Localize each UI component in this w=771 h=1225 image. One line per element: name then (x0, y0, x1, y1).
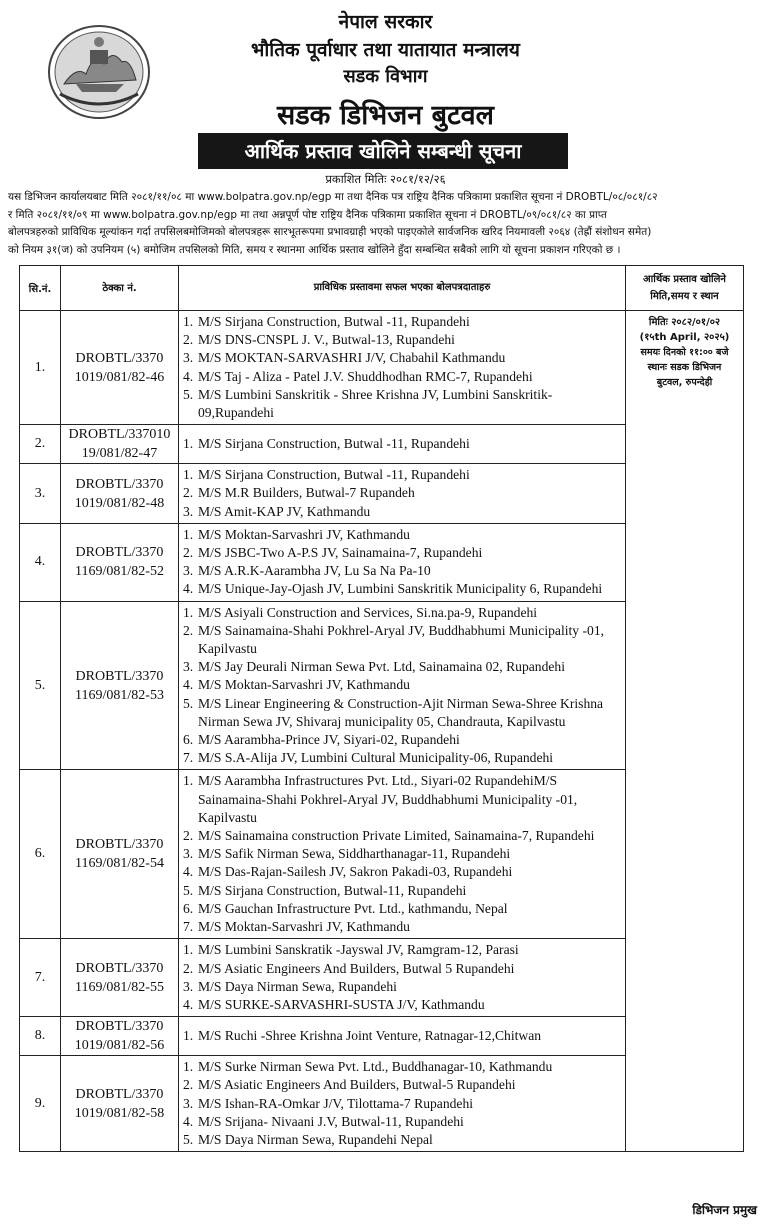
header-opening (626, 266, 744, 311)
bidder-name: M/S Sainamaina construction Private Limited, Sainamaina-7, Rupandehi (198, 828, 595, 844)
bidder-name: M/S Unique-Jay-Ojash JV, Lumbini Sanskritik Municipality 6, Rupandehi (198, 581, 603, 597)
row-bidders (179, 464, 626, 524)
bidder-number: 7. (183, 750, 194, 766)
bidder-item (183, 1095, 621, 1113)
bidder-number: 4. (183, 581, 194, 597)
contract-no-line: 1169/081/82-54 (75, 856, 164, 872)
bidder-item (183, 731, 621, 749)
bidder-name: M/S MOKTAN-SARVASHRI J/V, Chabahil Kathmandu (198, 350, 506, 366)
contract-no-line: 1019/081/82-56 (74, 1038, 165, 1054)
row-sn: 1. (20, 311, 61, 425)
bidder-item (183, 749, 621, 767)
bidder-number: 6. (183, 900, 194, 916)
bidder-item (183, 863, 621, 881)
row-contract-no (61, 464, 179, 524)
row-contract-no (61, 425, 179, 464)
contract-no-line: DROBTL/3370 (75, 545, 164, 561)
row-contract-no (61, 770, 179, 939)
row-bidders (179, 425, 626, 464)
opening-time: समयः दिनको ११:०० बजे (640, 347, 729, 358)
bidder-name: M/S Surke Nirman Sewa Pvt. Ltd., Buddhanagar-10, Kathmandu (198, 1059, 553, 1075)
bidder-number: 3. (183, 978, 194, 994)
row-sn: 6. (20, 770, 61, 939)
bidder-item (183, 960, 621, 978)
bid-opening-table (19, 265, 744, 1152)
bidder-number: 1. (183, 436, 194, 452)
bidder-number: 3. (183, 503, 194, 519)
bidder-number: 6. (183, 732, 194, 748)
bidder-item (183, 941, 621, 959)
bidder-item (183, 772, 621, 827)
bidder-number: 3. (183, 350, 194, 366)
bidder-number: 3. (183, 1095, 194, 1111)
bidder-number: 5. (183, 695, 194, 711)
bidder-item (183, 695, 621, 731)
bidder-item (183, 503, 621, 521)
opening-place-line1: स्थानः सडक डिभिजन (647, 362, 722, 373)
row-bidders (179, 939, 626, 1017)
opening-date-en: (१५th April, २०२५) (639, 332, 730, 343)
bidder-item (183, 604, 621, 622)
bidder-item (183, 435, 621, 453)
row-contract-no (61, 311, 179, 425)
ministry-title: भौतिक पूर्वाधार तथा यातायात मन्त्रालय (251, 39, 520, 61)
bidder-item (183, 1027, 621, 1045)
bidder-name: M/S Daya Nirman Sewa, Rupandehi Nepal (198, 1131, 433, 1147)
bidder-name: M/S Srijana- Nivaani J.V, Butwal-11, Rupandehi (198, 1113, 464, 1129)
intro-line: बोलपत्रहरुको प्राविधिक मूल्यांकन गर्दा तपसिलबमोजिमको बोलपत्रहरू सारभूतरूपमा प्रभावग्राही भएको पाइएकोले सार्वजनिक खरिद नियमावली २०६४ (तेह्रौं संशोधन समेत) (8, 226, 652, 238)
bidder-name: M/S SURKE-SARVASHRI-SUSTA J/V, Kathmandu (198, 996, 485, 1012)
contract-no-line: DROBTL/3370 (75, 1086, 164, 1102)
bidder-item (183, 622, 621, 658)
bidder-number: 5. (183, 386, 194, 402)
contract-no-line: DROBTL/3370 (75, 668, 164, 684)
bidder-item (183, 978, 621, 996)
contract-no-line: 1169/081/82-52 (75, 564, 164, 580)
bidder-number: 4. (183, 1113, 194, 1129)
bidder-item (183, 466, 621, 484)
row-bidders (179, 770, 626, 939)
bidder-item (183, 918, 621, 936)
bidder-item (183, 1113, 621, 1131)
notice-title-banner: आर्थिक प्रस्ताव खोलिने सम्बन्धी सूचना (198, 133, 568, 169)
row-bidders (179, 601, 626, 770)
bidder-item (183, 845, 621, 863)
bidder-name: M/S Sirjana Construction, Butwal -11, Rupandehi (198, 314, 470, 329)
row-bidders (179, 1056, 626, 1152)
notice-intro (8, 189, 765, 259)
opening-details (626, 311, 744, 1152)
bidder-name: M/S A.R.K-Aarambha JV, Lu Sa Na Pa-10 (198, 563, 431, 579)
bidder-number: 2. (183, 1077, 194, 1093)
bidder-number: 2. (183, 485, 194, 501)
row-contract-no (61, 1017, 179, 1056)
bidder-number: 4. (183, 677, 194, 693)
bidder-name: M/S Ruchi -Shree Krishna Joint Venture, Ratnagar-12,Chitwan (198, 1028, 542, 1043)
bidder-name: M/S Asiatic Engineers And Builders, Butwal-5 Rupandehi (198, 1077, 516, 1093)
row-sn: 4. (20, 523, 61, 601)
bidder-name: M/S Asiyali Construction and Services, Si.na.pa-9, Rupandehi (198, 604, 538, 620)
bidder-item (183, 368, 621, 386)
contract-no-line: 19/081/82-47 (81, 446, 158, 462)
contract-no-line: DROBTL/337010 (68, 427, 171, 443)
table-body (20, 311, 744, 1152)
bidder-item (183, 562, 621, 580)
bidder-name: M/S Sirjana Construction, Butwal-11, Rupandehi (198, 882, 467, 898)
header-opening-line1: आर्थिक प्रस्ताव खोलिने (643, 274, 726, 285)
bidder-name: M/S Gauchan Infrastructure Pvt. Ltd., kathmandu, Nepal (198, 900, 508, 916)
government-title: नेपाल सरकार (338, 11, 433, 33)
bidder-item (183, 484, 621, 502)
contract-no-line: DROBTL/3370 (75, 960, 164, 976)
bidder-number: 4. (183, 864, 194, 880)
contract-no-line: 1019/081/82-46 (74, 369, 165, 385)
row-sn: 5. (20, 601, 61, 770)
bidder-item (183, 658, 621, 676)
row-bidders (179, 1017, 626, 1056)
bidder-name: M/S Sirjana Construction, Butwal -11, Rupandehi (198, 467, 470, 483)
row-contract-no (61, 1056, 179, 1152)
bidder-item (183, 1076, 621, 1094)
bidder-name: M/S Moktan-Sarvashri JV, Kathmandu (198, 919, 410, 935)
bidder-name: M/S JSBC-Two A-P.S JV, Sainamaina-7, Rupandehi (198, 545, 483, 561)
bidder-item (183, 313, 621, 331)
bidder-name: M/S Amit-KAP JV, Kathmandu (198, 503, 371, 519)
header-bidders: प्राविधिक प्रस्तावमा सफल भएका बोलपत्रदाताहरु (179, 266, 626, 311)
row-contract-no (61, 523, 179, 601)
bidder-number: 5. (183, 1131, 194, 1147)
bidder-name: M/S Jay Deurali Nirman Sewa Pvt. Ltd, Sainamaina 02, Rupandehi (198, 659, 565, 675)
header-sn: सि.नं. (20, 266, 61, 311)
bidder-name: M/S Daya Nirman Sewa, Rupandehi (198, 978, 397, 994)
bidder-number: 1. (183, 467, 194, 483)
intro-line: को नियम ३१(ज) को उपनियम (५) बमोजिम तपसिलको मिति, समय र स्थानमा आर्थिक प्रस्ताव खोलिने हुँदा सम्बन्धित सबैको लागि यो सूचना प्रकाशन गरिएको छ । (8, 243, 621, 256)
opening-date: मितिः २०८२/०१/०२ (648, 317, 721, 328)
opening-place-line2: बुटवल, रुपन्देही (656, 377, 713, 388)
bidder-number: 1. (183, 1028, 194, 1043)
contract-no-line: DROBTL/3370 (75, 350, 164, 366)
contract-no-line: 1019/081/82-48 (74, 495, 165, 511)
department-title: सडक विभाग (343, 66, 428, 87)
bidder-name: M/S Moktan-Sarvashri JV, Kathmandu (198, 526, 410, 542)
office-title: सडक डिभिजन बुटवल (276, 100, 494, 131)
bidder-name: M/S Aarambha Infrastructures Pvt. Ltd., Siyari-02 RupandehiM/S Sainamaina-Shahi Pokhrel-Aryal JV, Buddhabhumi Municipality -01, Kapilvastu (198, 773, 578, 825)
bidder-number: 1. (183, 773, 194, 789)
row-sn: 3. (20, 464, 61, 524)
row-sn: 7. (20, 939, 61, 1017)
bidder-number: 5. (183, 882, 194, 898)
signatory-label: डिभिजन प्रमुख (692, 1203, 757, 1217)
bidder-item (183, 580, 621, 598)
bidder-number: 3. (183, 846, 194, 862)
contract-no-line: DROBTL/3370 (75, 1019, 164, 1035)
row-sn: 9. (20, 1056, 61, 1152)
bidder-number: 2. (183, 622, 194, 638)
bidder-number: 2. (183, 545, 194, 561)
bidder-number: 1. (183, 1059, 194, 1075)
contract-no-line: 1169/081/82-53 (75, 687, 164, 703)
bidder-name: M/S DNS-CNSPL J. V., Butwal-13, Rupandehi (198, 332, 455, 348)
table-header-row (20, 266, 744, 311)
bidder-number: 1. (183, 942, 194, 958)
row-contract-no (61, 601, 179, 770)
bidder-name: M/S Asiatic Engineers And Builders, Butwal 5 Rupandehi (198, 960, 515, 976)
bidder-number: 4. (183, 368, 194, 384)
bidder-number: 1. (183, 604, 194, 620)
bidder-name: M/S Sirjana Construction, Butwal -11, Rupandehi (198, 436, 470, 452)
intro-line: र मिति २०८१/११/०९ मा www.bolpatra.gov.np/egp मा तथा अन्नपूर्ण पोष्ट राष्ट्रिय दैनिक पत्रिकामा प्रकाशित सूचना नं DROBTL/०९/०८१/८२ का प्राप्त (8, 208, 607, 221)
bidder-name: M/S Lumbini Sanskratik -Jayswal JV, Ramgram-12, Parasi (198, 942, 519, 958)
bidder-item (183, 996, 621, 1014)
bidder-item (183, 1131, 621, 1149)
bidder-item (183, 676, 621, 694)
bidder-name: M/S Aarambha-Prince JV, Siyari-02, Rupandehi (198, 732, 460, 748)
bidder-name: M/S Moktan-Sarvashri JV, Kathmandu (198, 677, 410, 693)
bidder-item (183, 900, 621, 918)
bidder-number: 3. (183, 659, 194, 675)
header-opening-line2: मिति,समय र स्थान (650, 291, 719, 302)
bidder-item (183, 1058, 621, 1076)
bidder-name: M/S Sainamaina-Shahi Pokhrel-Aryal JV, Buddhabhumi Municipality -01, Kapilvastu (198, 622, 605, 657)
bidder-name: M/S Taj - Aliza - Patel J.V. Shuddhodhan RMC-7, Rupandehi (198, 368, 533, 384)
bidder-item (183, 827, 621, 845)
bidder-number: 2. (183, 960, 194, 976)
notice-header (0, 0, 771, 186)
bidder-name: M/S M.R Builders, Butwal-7 Rupandeh (198, 485, 415, 501)
bidder-number: 4. (183, 996, 194, 1012)
bidder-name: M/S S.A-Alija JV, Lumbini Cultural Municipality-06, Rupandehi (198, 750, 554, 766)
bidder-name: M/S Linear Engineering & Construction-Ajit Nirman Sewa-Shree Krishna Nirman Sewa JV, Shivaraj municipality 05, Chandrauta, Kapilvastu (198, 695, 604, 729)
row-bidders (179, 523, 626, 601)
contract-no-line: 1019/081/82-58 (74, 1105, 165, 1121)
bidder-number: 7. (183, 919, 194, 935)
contract-no-line: DROBTL/3370 (75, 837, 164, 853)
row-sn: 2. (20, 425, 61, 464)
bidder-name: M/S Lumbini Sanskritik - Shree Krishna JV, Lumbini Sanskritik-09,Rupandehi (198, 386, 553, 421)
contract-no-line: DROBTL/3370 (75, 476, 164, 492)
row-sn: 8. (20, 1017, 61, 1056)
table-row (20, 311, 744, 425)
bidder-item (183, 331, 621, 349)
contract-no-line: 1169/081/82-55 (75, 979, 164, 995)
bidder-item (183, 882, 621, 900)
header-contract: ठेक्का नं. (61, 266, 179, 311)
bidder-item (183, 526, 621, 544)
row-bidders (179, 311, 626, 425)
bidder-item (183, 386, 621, 422)
bidder-number: 2. (183, 828, 194, 844)
bidder-item (183, 349, 621, 367)
intro-line: यस डिभिजन कार्यालयबाट मिति २०८१/११/०८ मा www.bolpatra.gov.np/egp मा तथा दैनिक पत्र राष्ट्रिय दैनिक पत्रिकामा प्रकाशित सूचना नं DROBTL/०८/०८१/८२ (8, 191, 658, 203)
bidder-number: 2. (183, 332, 194, 348)
bidder-number: 1. (183, 314, 194, 329)
published-date: प्रकाशित मितिः २०८१/१२/२६ (325, 172, 446, 186)
bidder-item (183, 544, 621, 562)
bidder-number: 3. (183, 563, 194, 579)
bidder-name: M/S Ishan-RA-Omkar J/V, Tilottama-7 Rupandehi (198, 1095, 474, 1111)
bidder-number: 1. (183, 526, 194, 542)
bidder-name: M/S Das-Rajan-Sailesh JV, Sakron Pakadi-03, Rupandehi (198, 864, 513, 880)
row-contract-no (61, 939, 179, 1017)
bidder-name: M/S Safik Nirman Sewa, Siddharthanagar-11, Rupandehi (198, 846, 511, 862)
